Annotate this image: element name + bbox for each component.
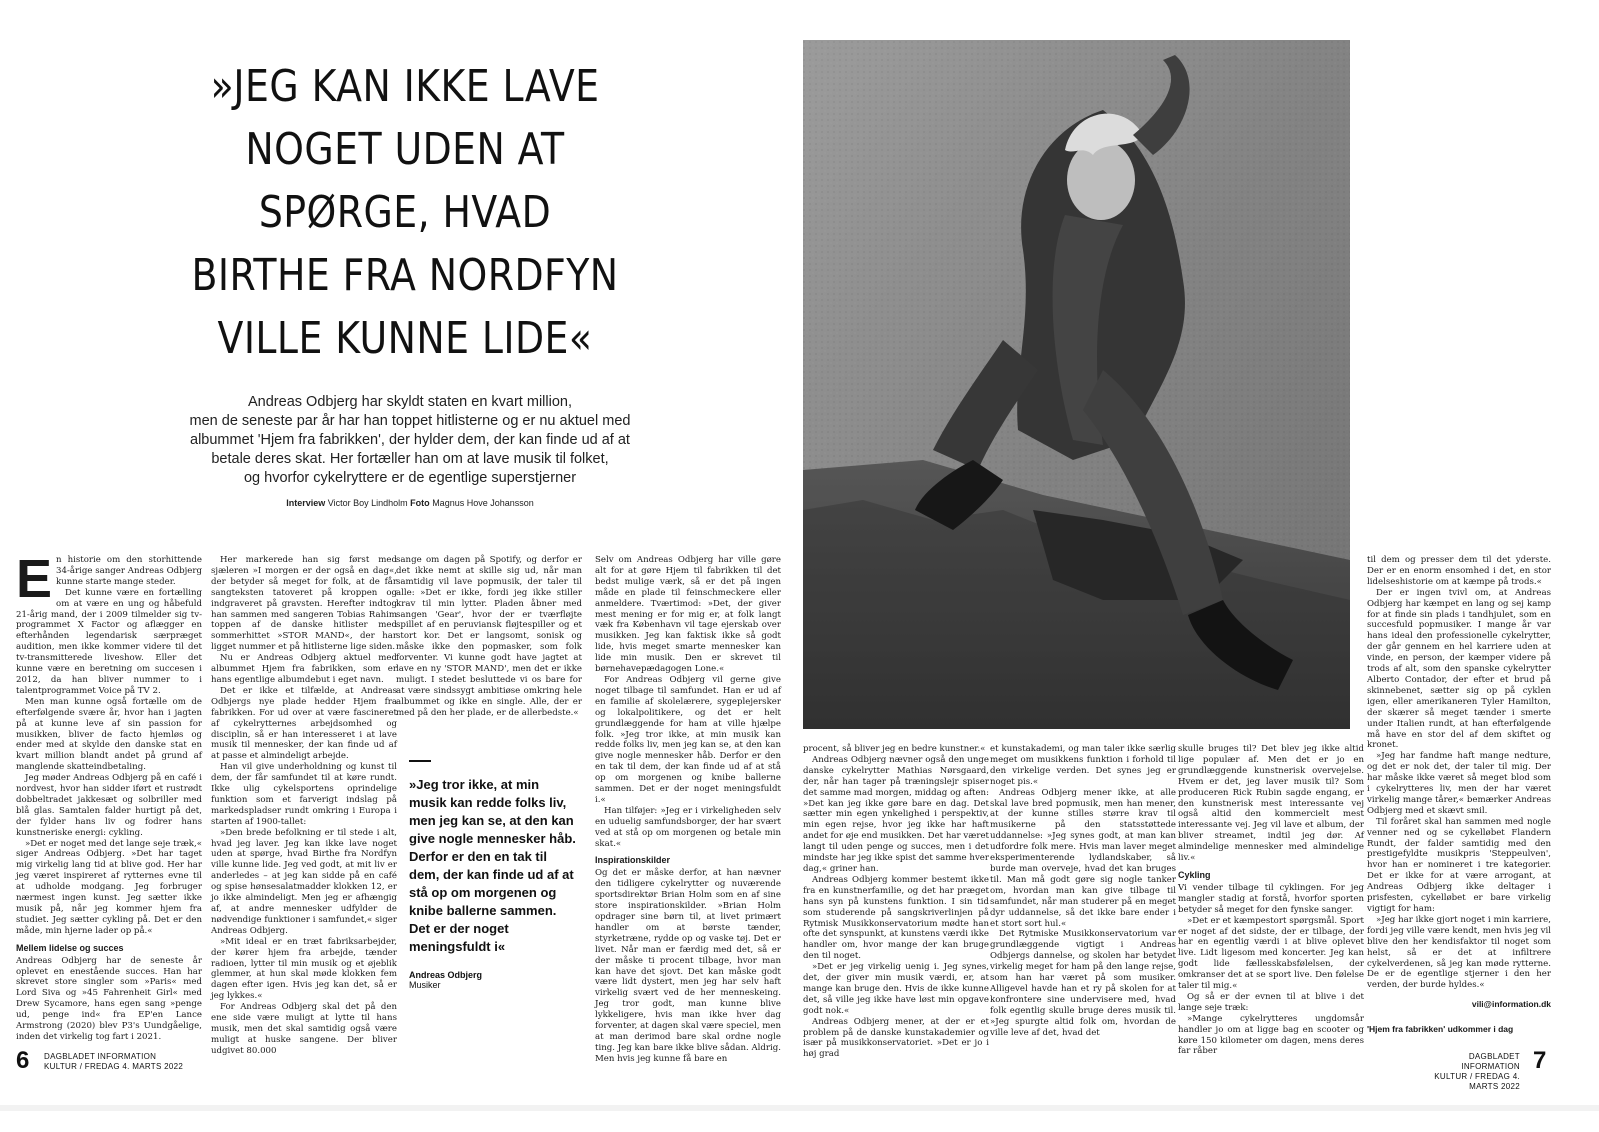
article-column-8	[1367, 555, 1551, 1035]
paragraph: »Jeg har fandme haft mange nedture, og det er nok det, der taler til mig. Der har måske ikke været så meget blod som i cykelrytteres liv, men der har været virkelig mange tårer,« bemærker Andreas Odbjerg med et skævt smil.	[1367, 751, 1551, 816]
deck-line: og hvorfor cykelryttere er de egentlige superstjerner	[243, 470, 577, 486]
paragraph: til dem og presser dem til det yderste. Der er en enorm ensomhed i det, en stor lidelseshistorie om at kæmpe på trods.«	[1367, 555, 1551, 587]
paragraph: Det Rytmiske Musikkonservatorium var grundlæggende vigtigt i Andreas Odbjergs dannelse, og skolen har betydet virkelig meget for ham på den lange rejse, som han har været på som musiker. Alligevel havde han et ry på skolen for at konfrontere sine undervisere med, hvad folk egentlig skulle bruge deres musik til. »Jeg spurgte altid folk om, hvordan de ville leve af det, hvad det	[990, 929, 1176, 1038]
byline	[175, 498, 645, 508]
article-deck	[175, 393, 645, 488]
album-release-note: 'Hjem fra fabrikken' udkommer i dag	[1367, 1024, 1514, 1035]
byline-photographer: Magnus Hove Johansson	[432, 498, 534, 508]
article-column-2	[211, 555, 397, 1057]
headline-line: BIRTHE FRA NORDFYN	[191, 250, 619, 301]
paragraph: Andreas Odbjerg nævner også den unge danske cykelrytter Mathias Nørsgaard, der, når han tager på træningslejr spiser det samme mad morgen, middag og aften: »Det kan jeg ikke gøre bare en dag. Det sætter min egen ynkelighed i perspektiv, min egen rejse, hvor jeg ikke har haft andet for øje end musikken. Det har været langt til uden penge og succes, men i det mindste har jeg ikke spist det samme hver dag,« griner han.	[803, 754, 989, 874]
paragraph: Til foråret skal han sammen med nogle venner ned og se cykelløbet Flandern Rundt, der falder samtidig med den prestigefyldte musikpris 'Steppeulven', hvor han er nomineret i tre kategorier. Det er ikke for at være arrogant, at Andreas Odbjerg ikke deltager i prisfesten, cykelløbet er bare virkelig vigtigt for ham:	[1367, 816, 1551, 914]
page-number-right: 7	[1533, 1047, 1547, 1074]
deck-line: Andreas Odbjerg har skyldt staten en kvart million,	[248, 394, 572, 410]
paragraph: Vi vender tilbage til cyklingen. For jeg mangler stadig at forstå, hvorfor sporten betyder så meget for den fynske sanger.	[1178, 882, 1364, 915]
paragraph: Det er ikke et tilfælde, at Andreas Odbjergs nye plade hedder Hjem fra fabrikken. For ud over at være fascineret af cykelrytternes arbejdsomhed og disciplin, så er han interesseret i at lave musik til mennesker, der kan finde ud af at passe et almindeligt arbejde.	[211, 685, 397, 762]
paragraph	[16, 549, 202, 609]
article-column-4	[595, 555, 781, 1065]
paragraph: Han vil give underholdning og kunst til dem, der får samfundet til at køre rundt. Ikke ulig cykelsportens oprindelige funktion som et farverigt indslag på markedspladser rundt omkring i Europa i starten af 1900-tallet:	[211, 762, 397, 827]
paragraph: Og det er måske derfor, at han nævner den tidligere cykelrytter og nuværende sportsdirektør Brian Holm som en af sine store inspirationskilder. »Brian Holm opdrager sine børn til, at livet primært handler om at børste tænder, styrketræne, rydde op og vaske tøj. Det er livet. Når man er færdig med det, så er der måske ti procent tilbage, hvor man kan have det sjovt. Det kan måske godt være lidt dystert, men jeg har selv haft virkelig svært ved de her menneskeing. Jeg tror godt, man kunne blive lykkeligere, hvis man ikke hver dag forventer, at dagen skal være speciel, men at man derimod bare skal ordne nogle ting. Jeg kan bare ikke blive sådan. Aldrig. Men hvis jeg kunne få bare en	[595, 868, 781, 1064]
paragraph: Han tilføjer: »Jeg er i virkeligheden selv en uduelig samfundsborger, der har svært ved at stå op om morgenen og betale min skat.«	[595, 805, 781, 849]
deck-line: men de seneste par år har han toppet hitlisterne og er nu aktuel med	[189, 413, 631, 429]
paragraph: For Andreas Odbjerg vil gerne give noget tilbage til samfundet. Han er ud af en familie af skolelærere, sygeplejersker og lokalpolitikere, og det er helt grundlæggende for ham at ville hjælpe folk. »Jeg tror ikke, at min musik kan redde folks liv, men jeg kan se, at den kan give nogle mennesker håb. Derfor er den en tak til dem, der kan finde ud af at stå op om morgenen og knibe ballerne sammen. Det er der noget meningsfuldt i.«	[595, 674, 781, 805]
subheading: Mellem lidelse og succes	[16, 942, 124, 953]
byline-photo-label: Foto	[410, 498, 430, 508]
pull-quote-name: Andreas Odbjerg	[409, 970, 483, 980]
folio-section-date: KULTUR / FREDAG 4. MARTS 2022	[1434, 1072, 1520, 1091]
byline-interview-label: Interview	[286, 498, 326, 508]
page-bottom-strip	[0, 1105, 1599, 1111]
paragraph: »Mit ideal er en træt fabriksarbejder, der kører hjem fra arbejde, tænder radioen, lytter til min musik og et øjeblik glemmer, at hun skal møde klokken fem dagen efter igen. Hvis jeg kan det, så er jeg lykkes.«	[211, 936, 397, 1002]
headline-line: VILLE KUNNE LIDE«	[217, 313, 593, 364]
paragraph: Og så er der evnen til at blive i det lange seje træk:	[1178, 991, 1364, 1013]
paragraph: Her markerede han sig først med sjæleren »I morgen er der også en dag«, der betyder så meget for folk, at de får sangteksten tatoveret på kroppen og indgraveret på gravsten. Herefter indtog han sammen med sangeren Tobias Rahim toppen af de danske hitlister med sommerhittet »STOR MAND«, der har ligget nummer et på hitlisterne lige siden.	[211, 555, 397, 653]
folio-left	[44, 1052, 183, 1072]
article-column-6	[990, 744, 1176, 1038]
folio-right	[1410, 1052, 1520, 1092]
paragraph: Der er ingen tvivl om, at Andreas Odbjerg har kæmpet en lang og sej kamp for at finde sin plads i tandhjulet, som en succesfuld popmusiker. I mange år var hans ideal den professionelle cykelrytter, der går gennem en hel karriere uden at vinde, en person, der kæmper videre på trods af alt, som den spanske cykelrytter Alberto Contador, der efter et brud på skinnebenet, sætter sig op på cyklen igen, eller amerikaneren Tyler Hamilton, der skærer så meget tænder i smerte under Italien rundt, at han efterfølgende må have en stor del af dem skiftet og kronet.	[1367, 587, 1551, 751]
paragraph: Men man kunne også fortælle om de efterfølgende svære år, hvor han i jagten på at kunne leve af sin passion for musikken, bliver de facto hjemløs og ender med at skylde den danske stat en kvart million blandt andet på grund af manglende skatteindbetaling.	[16, 696, 202, 773]
folio-section-date: KULTUR / FREDAG 4. MARTS 2022	[44, 1062, 184, 1071]
paragraph: »Den brede befolkning er til stede i alt, hvad jeg laver. Jeg kan ikke lave noget uden at spørge, hvad Birthe fra Nordfyn ville kunne lide. Jeg ved godt, at mit liv er anderledes – at jeg kan sidde på en café og spise hønsesalatmadder klokken 12, er jo ikke almindeligt. Men jeg er afhængig af, at andre mennesker udfylder de nødvendige funktioner i samfundet,« siger Andreas Odbjerg.	[211, 827, 397, 936]
paragraph: Jeg møder Andreas Odbjerg på en café i nordvest, hvor han sidder iført et rustrødt dobbeltradet jakkesæt og solbriller med blå glas. Samtalen falder hurtigt på det, der fylder hans liv og fodrer hans kunstneriske energi: cykling.	[16, 773, 202, 838]
folio-paper-name: DAGBLADET INFORMATION	[44, 1052, 157, 1061]
headline-line: »JEG KAN IKKE LAVE	[210, 61, 600, 112]
paragraph: »Det er et kæmpestort spørgsmål. Sport er noget af det sidste, der er tilbage, der har en egentlig værdi i at blive oplevet live. Lidt ligesom med koncerter. Jeg kan godt lide fællesskabsfølelsen, der omkranser det at se sport live. Den følelse taler til mig.«	[1178, 915, 1364, 992]
headline-line: NOGET UDEN AT	[245, 124, 565, 175]
paragraph: procent, så bliver jeg en bedre kunstner.«	[803, 744, 986, 754]
paragraph: Andreas Odbjerg kommer bestemt ikke fra en kunstnerfamilie, og det har præget hans syn på kunstens funktion. I sin tid som studerende på sangskriverlinjen på Rytmisk Musikkonservatorium mødte han ofte det synspunkt, at kunstens værdi ikke handler om, hvor mange der kan bruge den til noget.	[803, 874, 989, 962]
deck-line: albummet 'Hjem fra fabrikken', der hylder dem, der kan finde ud af at	[190, 432, 630, 448]
page-number-left: 6	[16, 1047, 30, 1074]
paragraph-text: n historie om den storhittende 34-årige sanger Andreas Odbjerg kunne starte mange steder.	[56, 555, 202, 587]
deck-line: betale deres skat. Her fortæller han om at lave musik til folket,	[211, 451, 609, 467]
paragraph: For Andreas Odbjerg skal det på den ene side være muligt at lytte til hans musik, men det skal samtidig også være muligt at huske sangene. Der bliver udgivet 80.000	[211, 1002, 397, 1056]
paragraph: Andreas Odbjerg mener, at der er et problem på de danske kunstakademier og især på musikkonservatoriet. »Det er jo i høj grad	[803, 1016, 989, 1060]
pull-quote-rule	[409, 760, 431, 762]
paragraph: Det kunne være en fortælling om at være en ung og håbefuld 21-årig mand, der i 2009 tilmelder sig tv-programmet X Factor og aflægger en efterhånden legendarisk særpræget audition, men ikke kommer videre til det tv-transmitterede liveshow. Eller det kunne være en beretning om succesen i 2012, da han bliver nummer to i talentprogrammet Voice på TV 2.	[16, 587, 202, 696]
right-page	[800, 0, 1599, 1132]
article-column-1	[16, 549, 202, 1043]
paragraph: »Det er jeg virkelig uenig i. Jeg synes, det, der giver min musik værdi, er, at mange kan bruge den. Hvis de ikke kunne det, så ville jeg ikke have løst min opgave godt nok.«	[803, 962, 989, 1016]
headline-line: SPØRGE, HVAD	[258, 187, 552, 238]
paragraph: Nu er Andreas Odbjerg aktuel med albummet Hjem fra fabrikken, som er hans egentlige albumdebut i eget navn.	[211, 653, 397, 685]
pull-quote	[409, 760, 579, 990]
author-email: vili@information.dk	[1471, 999, 1551, 1010]
subheading: Cykling	[1178, 869, 1211, 880]
paragraph: skulle bruges til? Det blev jeg ikke altid lige populær af. Men det er jo en grundlæggende kunstnerisk overvejelse. Hvem er det, jeg laver musik til? Som produceren Rick Rubin sagde engang, er den kunstnerisk mest interessante vej også altid den kommercielt mest interessante vej. Jeg vil lave et album, der bliver streamet, indtil jeg dør. Af almindelige mennesker med almindelige liv.«	[1178, 744, 1364, 864]
article-column-5	[803, 744, 989, 1060]
paragraph: Selv om Andreas Odbjerg har ville gøre alt for at gøre Hjem til fabrikken til det bedst mulige værk, så er det på ingen måde en plade til feinschmeckere eller anmeldere. Tværtimod: »Det, der giver mest mening er for mig er, at folk langt væk fra København vil tage ejerskab over musikken. Jeg kan faktisk ikke så godt lide, hvis meget smarte mennesker kan lide min musik. Den er skrevet til børnehavepædagogen Lone.«	[595, 555, 781, 675]
drop-cap: E	[16, 549, 53, 609]
paragraph: »Jeg har ikke gjort noget i min karriere, fordi jeg ville være kendt, men hvis jeg vil blive den her kendisfaktor til noget som helst, så er det at infiltrere cykelverdenen, så jeg kan møde rytterne. De er de egentlige stjerner i den her verden, der burde hyldes.«	[1367, 914, 1551, 991]
pull-quote-role: Musiker	[409, 980, 441, 990]
byline-interviewer: Victor Boy Lindholm	[327, 498, 408, 508]
article-column-7	[1178, 744, 1364, 1057]
paragraph: Andreas Odbjerg mener ikke, at alle skal lave bred popmusik, men han mener, at der kunne stilles større krav til musikerne på den statsstøttede uddannelse: »Jeg synes godt, at man kan udfordre folk mere. Hvis man laver meget eksperimenterende lydlandskaber, så burde man overveje, hvad det kan bruges til. Man må godt gøre sig nogle tanker om, hvordan man kan give tilbage til samfundet, når man studerer på en meget dyr uddannelse, så det ikke bare ender i et stort sort hul.«	[990, 787, 1176, 929]
subheading: Inspirationskilder	[595, 855, 671, 866]
folio-paper-name: DAGBLADET INFORMATION	[1461, 1052, 1520, 1071]
headline	[151, 55, 658, 370]
paragraph: Andreas Odbjerg har de seneste år oplevet en enestående succes. Han har skrevet store singler som »Paris« med Lord Siva og »45 Fahrenheit Girl« med Drew Sycamore, hans egen sang »penge ud, penge ind« fra EP'en Lance Armstrong (2020) blev P3's Uundgåelige, inden det virkelig tog fart i 2021.	[16, 955, 202, 1042]
pull-quote-text: »Jeg tror ikke, at min musik kan redde folks liv, men jeg kan se, at den kan give nogle mennesker håb. Derfor er den en tak til dem, der kan finde ud af at stå op om morgenen og knibe ballerne sammen. Det er der noget meningsfuldt i«	[409, 777, 576, 954]
article-column-3	[396, 555, 582, 719]
paragraph: sange om dagen på Spotify, og derfor er det ikke nemt at skille sig ud, når man samtidig vil lave popmusik, der taler til alle: »Det er ikke, fordi jeg ikke stiller krav til min lytter. Pladen åbner med sangen 'Gear', hvor der er tværfløjte spillet af en peruviansk fløjtespiller og et stort kor. Det er langsomt, sonisk og måske ikke den popmasker, som folk forventer. Vi kunne godt have jagtet at lave en ny 'STOR MAND', men det er ikke muligt. I stedet besluttede vi os bare for at være sindssygt ambitiøse omkring hele albummet og ikke en single. Alle, der er med på den her plade, er de allerbedste.«	[396, 555, 582, 718]
paragraph: »Mange cykelrytteres ungdomsår handler jo om at ligge bag en scooter og køre 150 kilometer om dagen, mens deres far råber	[1178, 1013, 1364, 1057]
paragraph: »Det er noget med det lange seje træk,« siger Andreas Odbjerg. »Det har taget mig virkelig lang tid at blive god. Her har jeg været inspireret af rytternes evne til at udholde modgang. Jeg forbruger nærmest ingen kunst. Jeg sætter ikke musik på, når jeg kommer hjem fra studiet. Jeg sætter cykling på. Det er den måde, min hjerne lader op på.«	[16, 838, 202, 936]
paragraph: et kunstakademi, og man taler ikke særlig meget om musikkens funktion i forhold til den virkelige verden. Det synes jeg er noget pis.«	[990, 744, 1176, 787]
